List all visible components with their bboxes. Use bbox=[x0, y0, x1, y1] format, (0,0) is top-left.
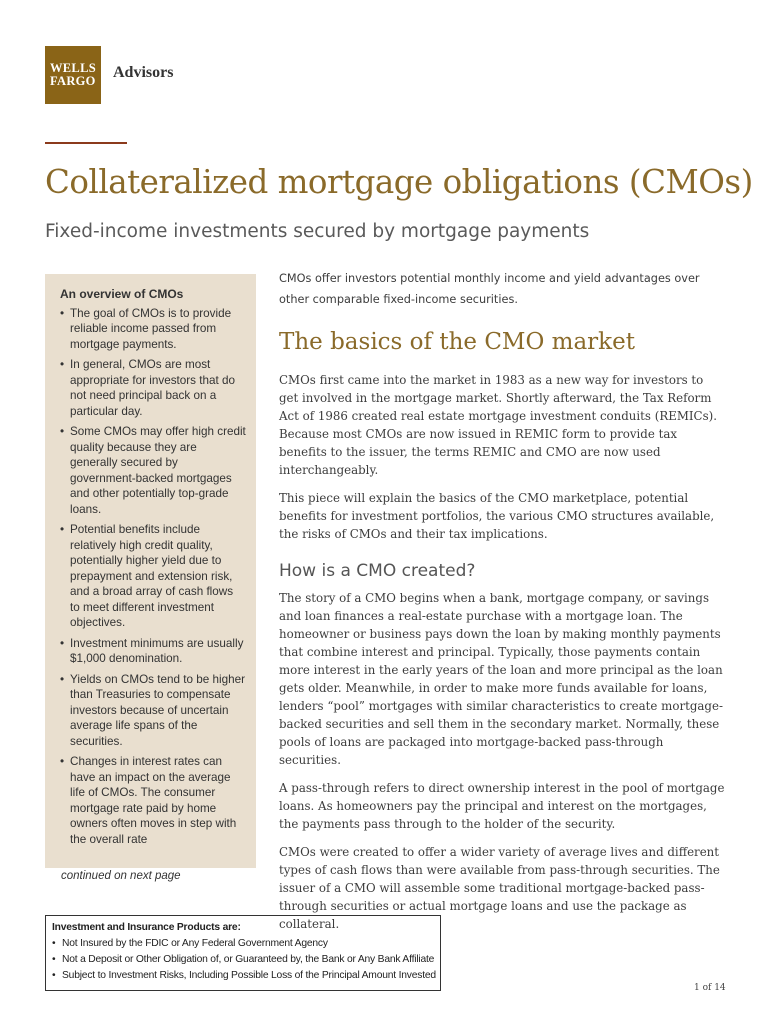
sidebar-heading: An overview of CMOs bbox=[60, 287, 184, 301]
sidebar-item: • In general, CMOs are most appropriate for investors that do not need principal back on a particular day. bbox=[60, 357, 246, 419]
paragraph: The story of a CMO begins when a bank, mortgage company, or savings and loan finances a real-estate purchase with a mortgage loan. The homeowner or business pays down the loan by making monthly payments that combine interest and principal. Typically, those payments contain more interest in the early years of the loan and more principal as the loan gets older. Meanwhile, in order to make more funds available for loans, lenders “pool” mortgages with similar characteristics to create mortgage-backed securities and sell them in the secondary market. Normally, these pools of loans are packaged into mortgage-backed pass-through securities. bbox=[279, 591, 723, 767]
overview-sidebar bbox=[45, 274, 256, 868]
section-heading-creation: How is a CMO created? bbox=[279, 561, 476, 581]
logo-line-1: WELLS bbox=[50, 61, 96, 75]
page-number: 1 of 14 bbox=[694, 983, 726, 993]
section-heading-basics: The basics of the CMO market bbox=[279, 329, 635, 355]
disclaimer-item: • Not a Deposit or Other Obligation of, or Guaranteed by, the Bank or Any Bank Affiliate bbox=[52, 952, 434, 968]
sidebar-list bbox=[60, 306, 246, 848]
continued-note: continued on next page bbox=[61, 870, 181, 882]
sidebar-item: • Investment minimums are usually $1,000 denomination. bbox=[60, 636, 246, 667]
main-content bbox=[279, 268, 725, 943]
paragraph: This piece will explain the basics of the CMO marketplace, potential benefits for investment portfolios, the various CMO structures available, the risks of CMOs and their tax implications. bbox=[279, 491, 715, 541]
disclaimer-item: • Not Insured by the FDIC or Any Federal Government Agency bbox=[52, 936, 434, 952]
sidebar-item: • Potential benefits include relatively high credit quality, potentially higher yield due to prepayment and extension risk, and a broad array of cash flows to meet different investment objectives. bbox=[60, 522, 246, 631]
title-accent-rule bbox=[45, 142, 127, 144]
wells-fargo-logo bbox=[45, 46, 101, 104]
intro-paragraph: CMOs offer investors potential monthly income and yield advantages over other comparable fixed-income securities. bbox=[279, 272, 700, 306]
sidebar-item: • The goal of CMOs is to provide reliable income passed from mortgage payments. bbox=[60, 306, 246, 353]
page-title: Collateralized mortgage obligations (CMOs) bbox=[45, 163, 753, 201]
logo-line-2: FARGO bbox=[50, 74, 96, 88]
investment-disclaimer-box bbox=[45, 915, 441, 991]
disclaimer-heading: Investment and Insurance Products are: bbox=[52, 922, 241, 933]
brand-name: Advisors bbox=[113, 64, 174, 81]
paragraph: A pass-through refers to direct ownership interest in the pool of mortgage loans. As homeowners pay the principal and interest on the mortgages, the payments pass through to the holder of the security. bbox=[279, 781, 725, 831]
paragraph: CMOs first came into the market in 1983 as a new way for investors to get involved in the mortgage market. Shortly afterward, the Tax Reform Act of 1986 created real estate mortgage investment conduits (REMICs). Because most CMOs are now issued in REMIC form to provide tax benefits to the issuer, the terms REMIC and CMO are now used interchangeably. bbox=[279, 373, 717, 477]
sidebar-item: • Yields on CMOs tend to be higher than Treasuries to compensate investors because of uncertain average life spans of the securities. bbox=[60, 672, 246, 750]
disclaimer-list bbox=[52, 936, 434, 984]
page-subtitle: Fixed-income investments secured by mortgage payments bbox=[45, 221, 590, 242]
disclaimer-item: • Subject to Investment Risks, Including Possible Loss of the Principal Amount Invested bbox=[52, 968, 434, 984]
paragraph: CMOs were created to offer a wider variety of average lives and different types of cash flows than were available from pass-through securities. The issuer of a CMO will assemble some traditional mortgage-backed pass-through securities or actual mortgage loans and use the package as collateral. bbox=[279, 845, 720, 931]
sidebar-item: • Some CMOs may offer high credit quality because they are generally secured by government-backed mortgages and other potentially top-grade loans. bbox=[60, 424, 246, 517]
sidebar-item: • Changes in interest rates can have an impact on the average life of CMOs. The consumer mortgage rate paid by home owners often moves in step with the overall rate bbox=[60, 754, 246, 847]
